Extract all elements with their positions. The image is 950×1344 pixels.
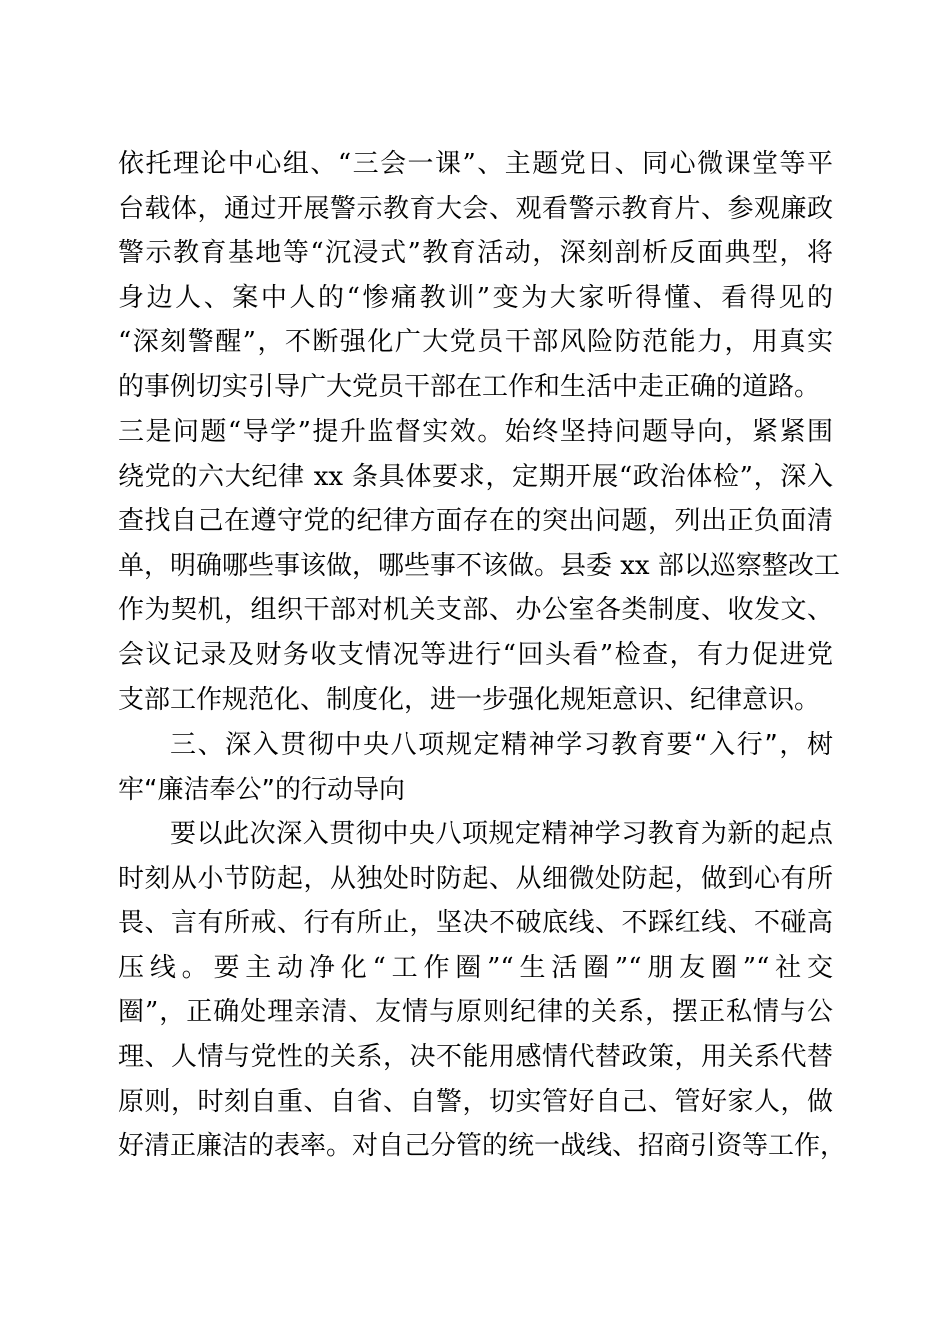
heading-line: 三、深入贯彻中央八项规定精神学习教育要“入行”，树 [170, 730, 833, 760]
text-line: 时刻从小节防起，从独处时防起、从细微处防起，做到心有所 [118, 863, 833, 894]
text-line: 好清正廉洁的表率。对自己分管的统一战线、招商引资等工作， [118, 1131, 847, 1162]
paragraph-problem-guided-learning [118, 410, 840, 722]
text-line: 要以此次深入贯彻中央八项规定精神学习教育为新的起点 [170, 819, 833, 849]
text-line: 畏、言有所戒、行有所止，坚决不破底线、不踩红线、不碰高 [118, 908, 833, 939]
text-line: 台载体，通过开展警示教育大会、观看警示教育片、参观廉政 [118, 193, 833, 224]
paragraph-platforms [118, 142, 833, 410]
text-line: 警示教育基地等“沉浸式”教育活动，深刻剖析反面典型，将 [118, 238, 833, 269]
text-line: 圈”，正确处理亲清、友情与原则纪律的关系，摆正私情与公 [118, 997, 833, 1028]
text-line: 会议记录及财务收支情况等进行“回头看”检查，有力促进党 [118, 639, 833, 670]
text-line: 绕党的六大纪律 xx 条具体要求，定期开展“政治体检”，深入 [118, 461, 833, 492]
text-line: 理、人情与党性的关系，决不能用感情代替政策，用关系代替 [118, 1041, 833, 1072]
text-line: 依托理论中心组、“三会一课”、主题党日、同心微课堂等平 [118, 149, 833, 179]
paragraph-integrity [118, 812, 847, 1169]
text-line: 支部工作规范化、制度化，进一步强化规矩意识、纪律意识。 [118, 684, 821, 715]
text-line: “深刻警醒”，不断强化广大党员干部风险防范能力，用真实 [118, 327, 833, 358]
text-line: 原则，时刻自重、自省、自警，切实管好自己、管好家人，做 [118, 1086, 833, 1117]
text-line: 的事例切实引导广大党员干部在工作和生活中走正确的道路。 [118, 371, 821, 402]
text-line: 单，明确哪些事该做，哪些事不该做。县委 xx 部以巡察整改工 [118, 550, 840, 581]
text-line: 查找自己在遵守党的纪律方面存在的突出问题，列出正负面清 [118, 506, 833, 537]
text-line: 身边人、案中人的“惨痛教训”变为大家听得懂、看得见的 [118, 282, 833, 313]
text-line: 作为契机，组织干部对机关支部、办公室各类制度、收发文、 [118, 595, 833, 626]
text-line: 压线。要主动净化“工作圈”“生活圈”“朋友圈”“社交 [118, 952, 833, 983]
section-heading [118, 723, 833, 812]
text-line: 三是问题“导学”提升监督实效。始终坚持问题导向，紧紧围 [118, 417, 833, 447]
heading-line: 牢“廉洁奉公”的行动导向 [118, 774, 405, 805]
